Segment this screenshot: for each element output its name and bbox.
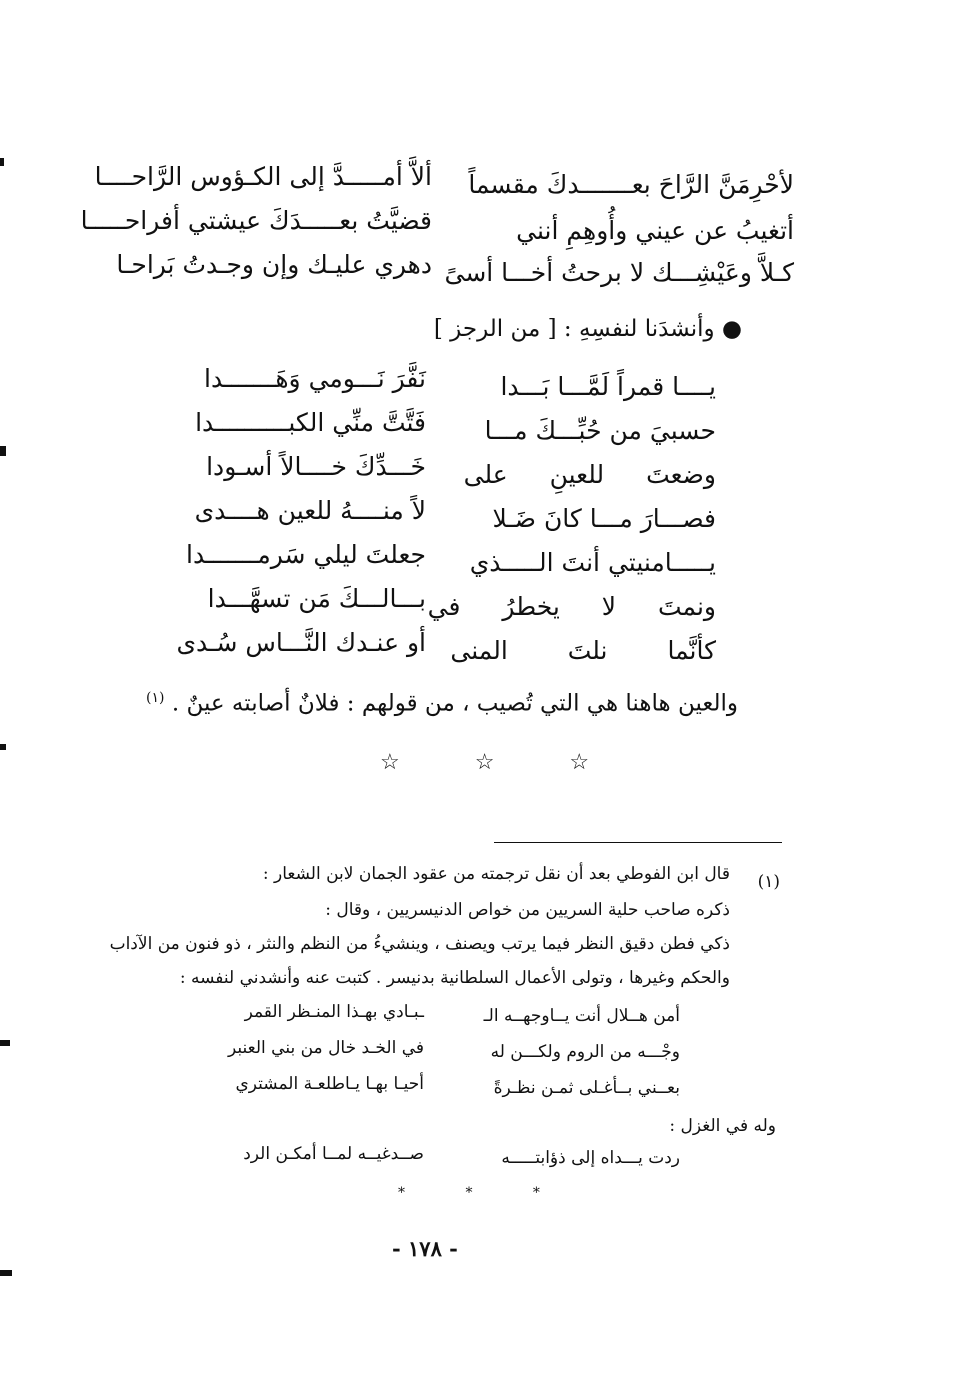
footnote-rule [494, 842, 782, 843]
footnote-line: ذكره صاحب حلية السريين من خواص الدنيسريين ، وقال : [325, 900, 730, 920]
footnote-verse-right: أمن هــلال أنت يــاوجهــه الـ [483, 1006, 680, 1026]
footnote-line: قال ابن الفوطي بعد أن نقل ترجمته من عقود الجمان لابن الشعار : [262, 864, 730, 884]
page-number: - ١٧٨ - [392, 1236, 458, 1261]
verse-right: أتغيبُ عن عيني وأُوهِمِ أنني [516, 216, 794, 245]
verse-left: لاً منــــهُ للعين هــــدى [194, 496, 426, 525]
verse-left: أو عنـدك النَّـــاس سُـدى [176, 628, 426, 657]
scan-edge-mark [0, 446, 6, 456]
footnote-verse-left: ـبـادي بهـذا المنـظر القمر [244, 1002, 424, 1022]
verse-right: يـــــامنيتي أنتَ الـــــذي [469, 548, 716, 577]
verse-left: بـــالـــكَ مَن تسهَّـــدا [207, 584, 426, 613]
verse-left: قضيَّتُ بعـــــدَكَ عيشتي أفراحـــــا [80, 206, 432, 235]
scan-edge-mark [0, 158, 4, 166]
footnote-verse-right: وجْـــه من الروم ولكـــن له [490, 1042, 680, 1062]
verse-left: فَتَّتَّ منِّي الكبــــــــــدا [195, 408, 426, 437]
verse-right: كأنَّما نلتَ المنى [450, 636, 716, 665]
footnote-line: ذكي فطن دقيق النظر فيما يرتب ويصنف ، وينشيءُ من النظم والنثر ، ذو فنون من الآداب [109, 934, 730, 954]
section-divider-stars: ☆ ☆ ☆ [380, 750, 624, 775]
footnote-verse-left: أحيـا بهـا يـاطلعـة المشتري [235, 1074, 424, 1094]
verse-right: لأحْرِمَنَّ الرَّاحَ بعـــــــدكَ مقسماً [468, 170, 794, 199]
footnote-number: (١) [757, 872, 780, 892]
scan-edge-mark [0, 1040, 10, 1046]
footnote-line: وله في الغزل : [669, 1116, 776, 1136]
footnote-verse-left: صــدغيــه لمــا أمكـن الرد [243, 1144, 424, 1164]
footnote-stars: * * * [398, 1185, 568, 1201]
verse-right: كـلاَّ وعَيْشِـــك لا برحتُ أخـــا أسىً [444, 258, 794, 287]
footnote-verse-left: في الخـد خال من بني العنبر [228, 1038, 424, 1058]
verse-left: خَـــدِّكَ خــــالاً أسـودا [206, 452, 426, 481]
scan-edge-mark [0, 744, 6, 750]
verse-right: فصـــارَ مـــا كانَ ضَـلا [492, 504, 716, 533]
verse-right: يــــا قمراً لَمَّـــا بَـــدا [500, 372, 716, 401]
note-line [146, 690, 738, 717]
footnote-verse-right: بعــني بــأغـلى ثمـن نظـرةً [493, 1078, 680, 1098]
footnote-line: والحكم وغيرها ، وتولى الأعمال السلطانية بدنيسر . كتبت عنه وأنشدني لنفسه : [179, 968, 730, 988]
verse-left: جعلتَ ليلي سَرمـــــــدا [186, 540, 426, 569]
note-text: والعين هاهنا هي التي تُصيب ، من قولهم : فلانٌ أصابته عينٌ . [171, 690, 738, 717]
verse-right: ونمتَ لا يخطرُ في [427, 592, 716, 621]
note-reference: (١) [146, 690, 165, 706]
scan-edge-mark [0, 1270, 12, 1276]
footnote-verse-right: ردت يـــداه إلى ذؤابتـــــه [501, 1148, 680, 1168]
poem-intro: ● وأنشدَنا لنفسِهِ : [ من الرجز ] [433, 316, 742, 342]
verse-right: حسبيَ من حُبِّـــكَ مـــا [484, 416, 716, 445]
verse-left: نَفَّرَ نَـــومي وَهَـــــــدا [204, 364, 426, 393]
verse-left: ألاَّ أمـــــدَّ إلى الكـؤوس الرَّاحــــا [94, 162, 432, 191]
verse-left: دهري عليـك وإن وجـدتُ بَراحـا [116, 250, 432, 279]
verse-right: وضعتَ للعينِ على [463, 460, 716, 489]
